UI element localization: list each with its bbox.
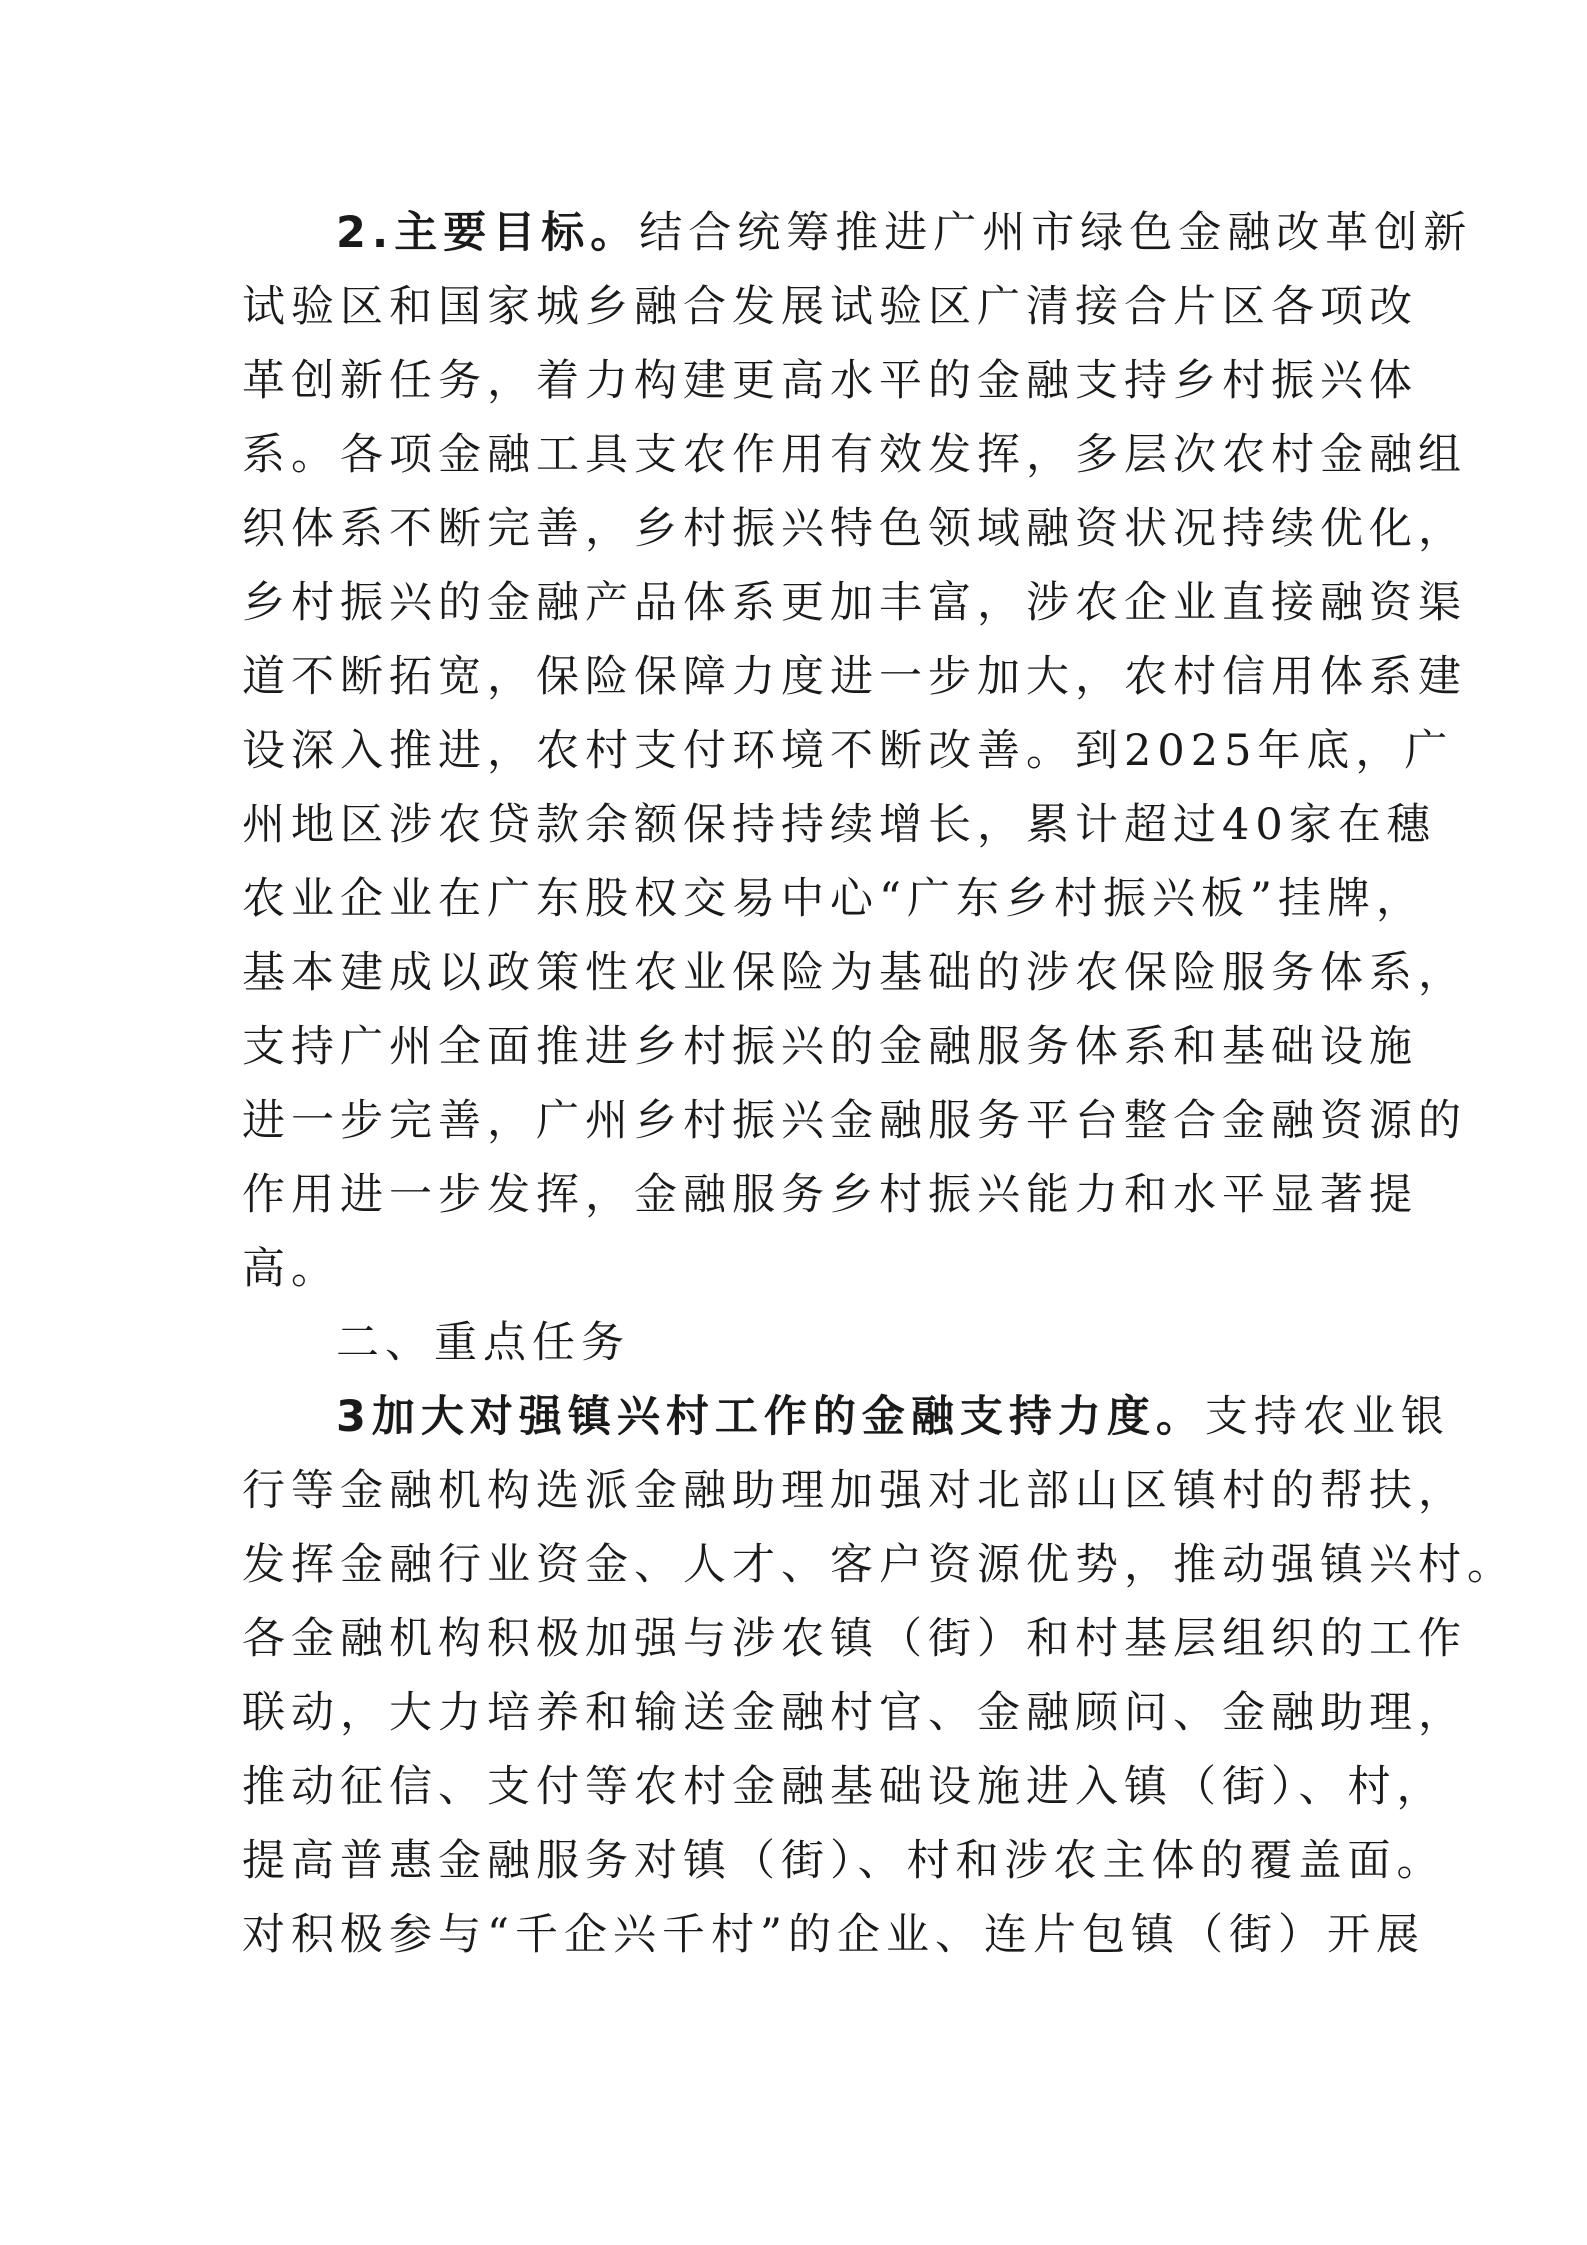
paragraph-line: 行等金融机构选派金融助理加强对北部山区镇村的帮扶， xyxy=(242,1466,1467,1516)
paragraph-line: 高。 xyxy=(242,1244,340,1294)
paragraph-line: 提高普惠金融服务对镇（街）、村和涉农主体的覆盖面。 xyxy=(242,1836,1446,1886)
section-heading: 二、重点任务 xyxy=(336,1318,630,1368)
paragraph-line: 农业企业在广东股权交易中心“广东乡村振兴板”挂牌， xyxy=(242,874,1425,924)
paragraph-line: 对积极参与“千企兴千村”的企业、连片包镇（街）开展 xyxy=(242,1910,1425,1960)
section-3-heading: 3加大对强镇兴村工作的金融支持力度。 xyxy=(336,1392,1205,1442)
document-body xyxy=(242,196,1516,1972)
paragraph-line: 进一步完善，广州乡村振兴金融服务平台整合金融资源的 xyxy=(242,1096,1467,1146)
section-3-first-line: 支持农业银 xyxy=(1204,1392,1450,1442)
paragraph-line: 支持广州全面推进乡村振兴的金融服务体系和基础设施 xyxy=(242,1022,1418,1072)
paragraph-line: 作用进一步发挥，金融服务乡村振兴能力和水平显著提 xyxy=(242,1170,1418,1220)
paragraph-line: 州地区涉农贷款余额保持持续增长，累计超过40家在穗 xyxy=(242,800,1436,850)
paragraph-line: 联动，大力培养和输送金融村官、金融顾问、金融助理， xyxy=(242,1688,1467,1738)
section-2-heading: 2.主要目标。 xyxy=(336,208,640,258)
paragraph-line: 道不断拓宽，保险保障力度进一步加大，农村信用体系建 xyxy=(242,652,1467,702)
paragraph-line: 设深入推进，农村支付环境不断改善。到2025年底，广 xyxy=(242,726,1454,776)
paragraph-line: 乡村振兴的金融产品体系更加丰富，涉农企业直接融资渠 xyxy=(242,578,1467,628)
paragraph-line: 发挥金融行业资金、人才、客户资源优势，推动强镇兴村。 xyxy=(242,1540,1516,1590)
paragraph-line: 基本建成以政策性农业保险为基础的涉农保险服务体系， xyxy=(242,948,1467,998)
paragraph-line: 革创新任务，着力构建更高水平的金融支持乡村振兴体 xyxy=(242,356,1418,406)
paragraph-line: 试验区和国家城乡融合发展试验区广清接合片区各项改 xyxy=(242,282,1418,332)
paragraph-line: 各金融机构积极加强与涉农镇（街）和村基层组织的工作 xyxy=(242,1614,1467,1664)
paragraph-line: 系。各项金融工具支农作用有效发挥，多层次农村金融组 xyxy=(242,430,1467,480)
paragraph-line xyxy=(242,196,1473,270)
section-2-first-line: 结合统筹推进广州市绿色金融改革创新 xyxy=(639,208,1473,258)
paragraph-line: 织体系不断完善，乡村振兴特色领域融资状况持续优化， xyxy=(242,504,1467,554)
paragraph-line: 推动征信、支付等农村金融基础设施进入镇（街）、村， xyxy=(242,1762,1446,1812)
paragraph-line xyxy=(242,1380,1450,1454)
